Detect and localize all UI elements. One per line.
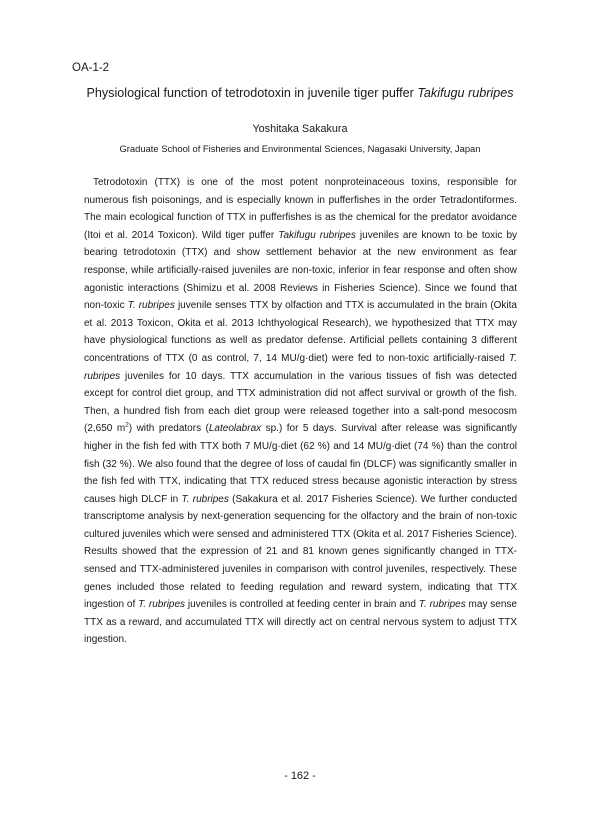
species-name: T. rubripes bbox=[84, 352, 517, 382]
abstract-text: juveniles is controlled at feeding center in brain and bbox=[185, 599, 419, 611]
abstract-text: juveniles are known to be toxic by bearing tetrodotoxin (TTX) and show settlement behavior at the new environment as fear response, while artificially-raised juveniles are non-toxic, inferior in fear response and often show agonistic interactions (Shimizu et al. 2008 Reviews in Fisheries Science). Since we found that non-toxic bbox=[84, 229, 518, 312]
abstract-text: (Sakakura et al. 2017 Fisheries Science). We further conducted transcriptome analysis by next-generation sequencing for the olfactory and the brain of non-toxic cultured juveniles which were sensed and administered TTX (Okita et al. 2017 Fisheries Science). Results showed that the expression of 21 and 81 known genes significantly changed in TTX-sensed and TTX-administered juveniles in comparison with control juveniles, respectively. These genes included those related to feeding regulation and reward system, indicating that TTX ingestion of bbox=[84, 493, 518, 611]
abstract-code: OA-1-2 bbox=[72, 62, 110, 74]
species-name: T. rubripes bbox=[418, 599, 466, 611]
page-number: - 162 - bbox=[284, 770, 316, 782]
abstract-text: juvenile senses TTX by olfaction and TTX is accumulated in the brain (Okita et al. 2013 Toxicon, Okita et al. 2013 Ichthyological Research), we hypothesized that TTX may have physiological functions as well as predator defense. Artificial pellets containing 3 different concentrations of TTX (0 as control, 7, 14 MU/g·diet) were fed to non-toxic artificially-raised bbox=[84, 300, 517, 364]
author-name: Yoshitaka Sakakura bbox=[252, 123, 348, 135]
affiliation: Graduate School of Fisheries and Environmental Sciences, Nagasaki University, Japan bbox=[119, 143, 481, 154]
abstract-text: sp.) for 5 days. Survival after release was significantly higher in the fish fed with TTX both 7 MU/g·diet (62 %) and 14 MU/g·diet (74 %) than the control fish (32 %). We also found that the degree of loss of caudal fin (DLCF) was significantly smaller in the fish fed with TTX, indicating that TTX reduced stress because agonistic interaction by stress causes high DLCF in bbox=[84, 423, 517, 505]
species-name: Lateolabrax bbox=[208, 423, 262, 435]
abstract-text: Tetrodotoxin (TTX) is one of the most potent nonproteinaceous toxins, responsible for numerous fish poisonings, and is especially known in pufferfishes in the order Tetradontiformes. The main ecological function of TTX in pufferfishes is as the chemical for the predator avoidance (Itoi et al. 2014 Toxicon). Wild tiger puffer bbox=[84, 177, 517, 241]
paper-title bbox=[0, 86, 600, 100]
title-main: Physiological function of tetrodotoxin in juvenile tiger puffer bbox=[86, 86, 418, 100]
abstract-paragraph bbox=[84, 174, 517, 649]
species-name: Takifugu rubripes bbox=[278, 229, 356, 241]
species-name: T. rubripes bbox=[138, 599, 186, 611]
superscript: 2 bbox=[125, 421, 129, 429]
abstract-text: juveniles for 10 days. TTX accumulation in the various tissues of fish was detected except for control diet group, and TTX administration did not affect survival or growth of the fish. Then, a hundred fish from each diet group were released together into a salt-pond mesocosm (2,650 m bbox=[84, 370, 517, 435]
abstract-text: ) with predators ( bbox=[128, 423, 209, 435]
species-name: T. rubripes bbox=[127, 300, 175, 312]
species-name: T. rubripes bbox=[181, 493, 229, 505]
title-species: Takifugu rubripes bbox=[417, 86, 514, 100]
abstract-text: may sense TTX as a reward, and accumulated TTX will directly act on central nervous system to adjust TTX ingestion. bbox=[84, 599, 517, 646]
abstract-body bbox=[84, 174, 517, 649]
